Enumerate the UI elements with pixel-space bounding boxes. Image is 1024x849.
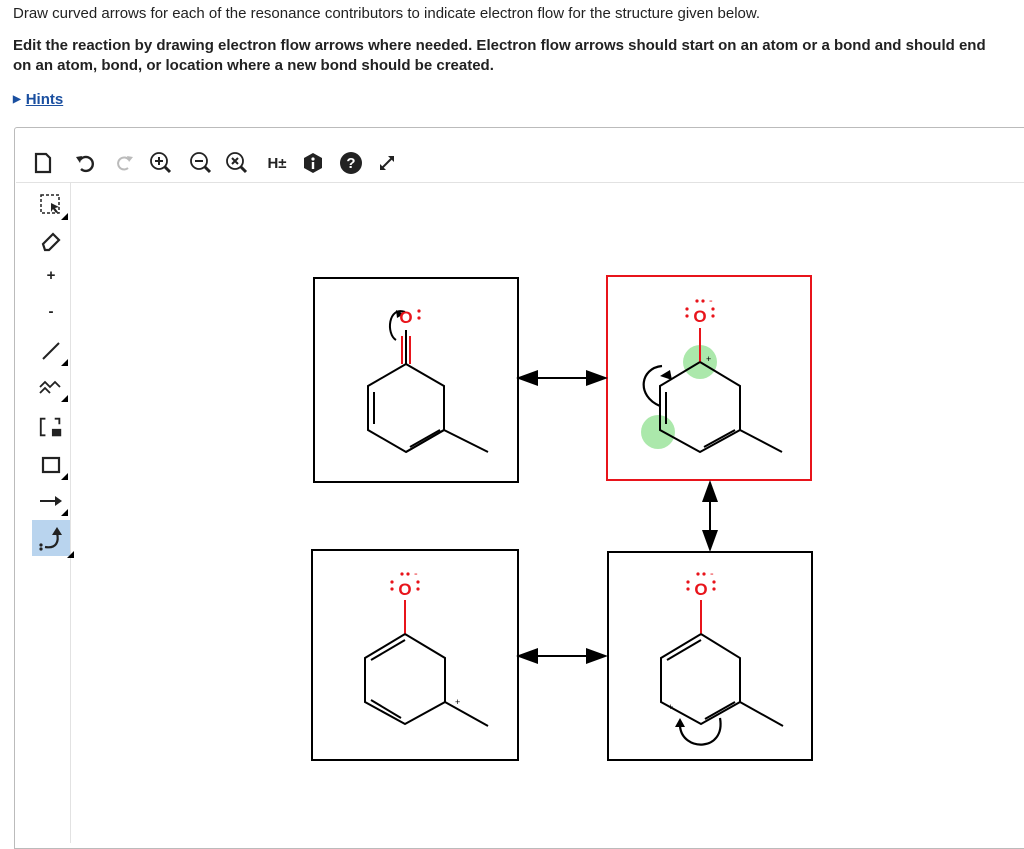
instruction-text: Draw curved arrows for each of the resonance contributors to indicate electron flow for the structure given below. <box>13 5 761 22</box>
hydrogen-toggle-button[interactable]: H± <box>267 154 287 172</box>
oxygen-atom-1[interactable]: O <box>399 308 413 327</box>
positive-charge-3: + <box>455 697 461 707</box>
negative-charge-4: - <box>710 568 714 580</box>
oxygen-atom-2[interactable]: O <box>693 307 707 326</box>
new-document-icon[interactable] <box>30 150 56 176</box>
increase-charge-button[interactable]: + <box>46 266 56 284</box>
oxygen-atom-3[interactable]: O <box>398 580 412 599</box>
negative-charge-2: - <box>709 295 713 307</box>
chain-tool-icon[interactable] <box>38 374 64 400</box>
oxygen-atom-4[interactable]: O <box>694 580 708 599</box>
electron-flow-arrow-icon[interactable] <box>32 520 70 556</box>
positive-charge-2: + <box>706 354 712 364</box>
decrease-charge-button[interactable]: - <box>48 302 54 320</box>
caret-right-icon: ▶ <box>13 94 21 105</box>
single-bond-icon[interactable] <box>38 338 64 364</box>
positive-charge-4: + <box>668 702 674 712</box>
eraser-icon[interactable] <box>38 228 64 254</box>
redo-icon[interactable] <box>112 150 138 176</box>
undo-icon[interactable] <box>72 150 98 176</box>
zoom-out-icon[interactable] <box>188 150 214 176</box>
selection-tool-icon[interactable] <box>38 192 64 218</box>
hints-link[interactable] <box>13 91 63 108</box>
negative-charge-3: - <box>414 568 418 580</box>
top-toolbar <box>16 142 1024 183</box>
hints-label[interactable]: Hints <box>25 91 64 108</box>
rectangle-tool-icon[interactable] <box>38 452 64 478</box>
info-icon[interactable] <box>300 150 326 176</box>
bracket-tool-icon[interactable] <box>38 414 64 440</box>
svg-text:?: ? <box>346 155 356 172</box>
instruction-detail: Edit the reaction by drawing electron flow arrows where needed. Electron flow arrows should start on an atom or a bond and should end on an atom, bond, or location where a new bond should be created. <box>13 37 986 74</box>
zoom-reset-icon[interactable] <box>224 150 250 176</box>
reaction-arrow-icon[interactable] <box>38 488 64 514</box>
help-icon[interactable] <box>338 150 364 176</box>
zoom-in-icon[interactable] <box>148 150 174 176</box>
fullscreen-icon[interactable] <box>374 150 400 176</box>
